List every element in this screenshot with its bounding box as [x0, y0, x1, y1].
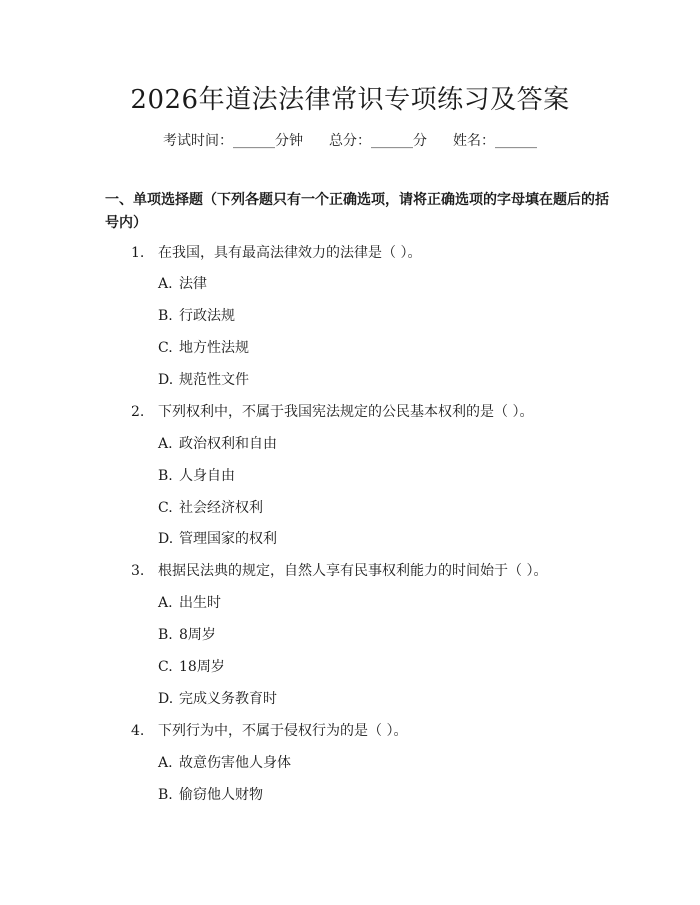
option-text: 政治权利和自由: [179, 436, 277, 452]
answer-option: [158, 689, 277, 709]
answer-option: [158, 785, 263, 805]
answer-option: [158, 466, 235, 486]
question-stem: [131, 243, 421, 263]
question-text: 下列行为中，不属于侵权行为的是（ ）。: [158, 723, 408, 739]
option-letter: D.: [158, 372, 174, 388]
question-stem: [131, 721, 407, 741]
option-text: 法律: [179, 276, 207, 292]
answer-option: [158, 625, 216, 645]
option-text: 规范性文件: [179, 372, 249, 388]
exam-time-field: 考试时间：______分钟: [163, 133, 303, 149]
answer-option: [158, 274, 207, 294]
option-text: 完成义务教育时: [179, 691, 277, 707]
option-letter: C.: [158, 340, 173, 356]
answer-option: [158, 657, 225, 677]
question-number: 2.: [131, 404, 145, 420]
section-heading: 一、单项选择题（下列各题只有一个正确选项，请将正确选项的字母填在题后的括号内）: [105, 192, 609, 231]
option-text: 出生时: [179, 595, 221, 611]
answer-option: [158, 753, 291, 773]
option-letter: C.: [158, 659, 173, 675]
option-text: 人身自由: [179, 468, 235, 484]
option-text: 故意伤害他人身体: [179, 755, 291, 771]
option-text: 行政法规: [179, 308, 235, 324]
answer-option: [158, 306, 235, 326]
question-text: 根据民法典的规定，自然人享有民事权利能力的时间始于（ ）。: [158, 563, 548, 579]
question-number: 3.: [131, 563, 145, 579]
total-score-field: 总分：______分: [329, 133, 427, 149]
option-text: 18周岁: [179, 659, 225, 675]
option-text: 8周岁: [179, 627, 216, 643]
answer-option: [158, 434, 277, 454]
option-letter: A.: [158, 276, 173, 292]
question-number: 1.: [131, 245, 145, 261]
answer-option: [158, 498, 263, 518]
option-letter: B.: [158, 627, 173, 643]
option-letter: C.: [158, 500, 173, 516]
option-text: 偷窃他人财物: [179, 787, 263, 803]
option-letter: B.: [158, 787, 173, 803]
option-letter: B.: [158, 468, 173, 484]
option-text: 地方性法规: [179, 340, 249, 356]
option-text: 社会经济权利: [179, 500, 263, 516]
answer-option: [158, 338, 249, 358]
question-text: 下列权利中，不属于我国宪法规定的公民基本权利的是（ ）。: [158, 404, 534, 420]
option-letter: D.: [158, 531, 174, 547]
question-number: 4.: [131, 723, 145, 739]
question-text: 在我国，具有最高法律效力的法律是（ ）。: [158, 245, 422, 261]
page-title: 2026年道法法律常识专项练习及答案: [130, 85, 570, 115]
option-letter: A.: [158, 595, 173, 611]
question-stem: [131, 561, 547, 581]
answer-option: [158, 370, 249, 390]
option-text: 管理国家的权利: [179, 531, 277, 547]
name-field: 姓名：______: [453, 133, 537, 149]
option-letter: A.: [158, 436, 173, 452]
answer-option: [158, 593, 221, 613]
option-letter: A.: [158, 755, 173, 771]
option-letter: D.: [158, 691, 174, 707]
answer-option: [158, 529, 277, 549]
option-letter: B.: [158, 308, 173, 324]
question-stem: [131, 402, 533, 422]
